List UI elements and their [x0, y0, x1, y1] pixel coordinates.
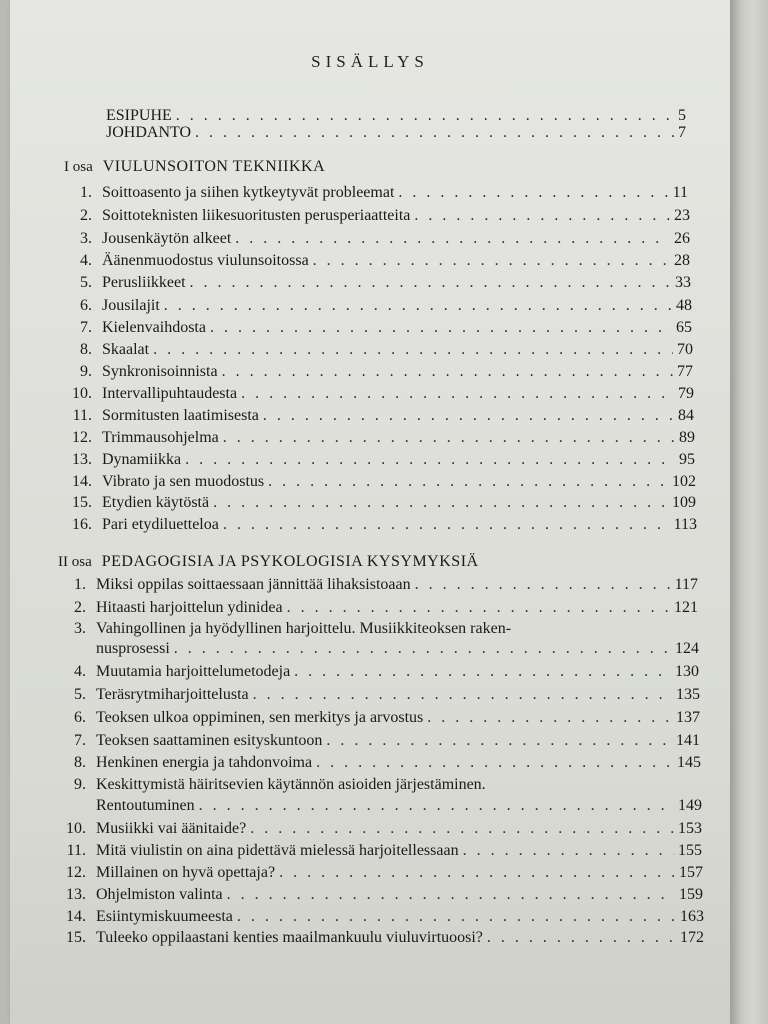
leader-dots [263, 407, 674, 425]
toc-entry [58, 473, 696, 491]
toc-entry [58, 385, 694, 403]
leader-dots [463, 842, 674, 860]
toc-entry [52, 732, 700, 750]
entry-title: Äänenmuodostus viulunsoitossa [102, 252, 309, 269]
toc-entry [52, 929, 704, 947]
entry-page: 172 [680, 929, 704, 946]
toc-entry [58, 207, 690, 225]
toc-entry-esipuhe [106, 107, 686, 125]
entry-title: JOHDANTO [106, 124, 192, 141]
entry-page: 7 [678, 124, 686, 141]
leader-dots [223, 429, 675, 447]
toc-entry [52, 663, 699, 681]
toc-entry-continuation [52, 797, 702, 815]
entry-title: Teräsrytmiharjoittelusta [96, 686, 249, 703]
part-title: VIULUNSOITON TEKNIIKKA [102, 158, 326, 175]
toc-entry [58, 230, 690, 248]
entry-title: Etydien käytöstä [102, 494, 210, 511]
entry-title: Hitaasti harjoittelun ydinidea [96, 599, 283, 616]
toc-entry [52, 842, 702, 860]
toc-entry [52, 599, 698, 617]
leader-dots [294, 663, 671, 681]
entry-title: Esiintymiskuumeesta [96, 908, 233, 925]
entry-title: Perusliikkeet [102, 274, 186, 291]
entry-page: 121 [674, 599, 698, 616]
entry-page: 33 [675, 274, 691, 291]
entry-title: Pari etydiluetteloa [102, 516, 219, 533]
toc-entry [52, 709, 700, 727]
entry-page: 84 [678, 407, 694, 424]
part-heading-1 [64, 158, 325, 176]
entry-number: 8. [80, 341, 92, 358]
part-label: I osa [64, 159, 93, 175]
entry-page: 28 [674, 252, 690, 269]
entry-title: Soittoasento ja siihen kytkeytyvät probleemat [102, 184, 395, 201]
entry-title: Miksi oppilas soittaessaan jännittää lihaksistoaan [96, 576, 411, 593]
leader-dots [199, 797, 674, 815]
entry-page: 135 [676, 686, 700, 703]
part-label: II osa [58, 554, 92, 570]
entry-number: 11. [72, 407, 92, 424]
entry-number: 7. [74, 732, 86, 749]
toc-entry [52, 864, 703, 882]
toc-entry [58, 184, 688, 202]
entry-page: 109 [672, 494, 696, 511]
leader-dots [190, 274, 671, 292]
leader-dots [210, 319, 672, 337]
entry-page: 153 [678, 820, 702, 837]
toc-entry [58, 494, 696, 512]
leader-dots [253, 686, 672, 704]
leader-dots [313, 252, 670, 270]
toc-entry [58, 451, 695, 469]
entry-title: Dynamiikka [102, 451, 182, 468]
leader-dots [241, 385, 674, 403]
leader-dots [227, 886, 675, 904]
entry-title: Mitä viulistin on aina pidettävä mielessä harjoitellessaan [96, 842, 459, 859]
entry-page: 157 [679, 864, 703, 881]
entry-title: Ohjelmiston valinta [96, 886, 223, 903]
entry-title: Jousilajit [102, 297, 160, 314]
entry-number: 5. [80, 274, 92, 291]
leader-dots [213, 494, 668, 512]
leader-dots [268, 473, 668, 491]
entry-number: 9. [74, 776, 86, 793]
toc-entry [58, 363, 693, 381]
entry-page: 141 [676, 732, 700, 749]
leader-dots [235, 230, 670, 248]
leader-dots [185, 451, 675, 469]
leader-dots [223, 516, 670, 534]
leader-dots [176, 107, 674, 125]
entry-title: Muutamia harjoittelumetodeja [96, 663, 291, 680]
leader-dots [195, 124, 674, 142]
entry-page: 117 [674, 576, 698, 593]
entry-number: 14. [66, 908, 86, 925]
leader-dots [326, 732, 672, 750]
toc-entry [58, 319, 692, 337]
entry-number: 3. [80, 230, 92, 247]
entry-number: 15. [72, 494, 92, 511]
entry-page: 155 [678, 842, 702, 859]
leader-dots [174, 640, 671, 658]
entry-title-continuation: Rentoutuminen [96, 797, 195, 814]
toc-entry [58, 297, 692, 315]
entry-page: 163 [680, 908, 704, 925]
leader-dots [398, 184, 668, 202]
toc-entry-continuation [52, 640, 699, 658]
entry-page: 89 [679, 429, 695, 446]
entry-number: 4. [80, 252, 92, 269]
entry-page: 65 [676, 319, 692, 336]
toc-entry [52, 620, 698, 638]
entry-title: Skaalat [102, 341, 150, 358]
entry-number: 9. [80, 363, 92, 380]
leader-dots [279, 864, 675, 882]
entry-title-continuation: nusprosessi [96, 640, 170, 657]
entry-title: Teoksen saattaminen esityskuntoon [96, 732, 323, 749]
entry-page: 5 [678, 107, 686, 124]
entry-title: Vahingollinen ja hyödyllinen harjoittelu. Musiikkiteoksen raken- [96, 620, 512, 637]
toc-entry-johdanto [106, 124, 686, 142]
entry-number: 5. [74, 686, 86, 703]
entry-title: Trimmausohjelma [102, 429, 219, 446]
toc-entry [52, 754, 701, 772]
entry-title: ESIPUHE [106, 107, 172, 124]
entry-title: Vibrato ja sen muodostus [102, 473, 265, 490]
entry-page: 79 [678, 385, 694, 402]
leader-dots [316, 754, 673, 772]
entry-number: 12. [72, 429, 92, 446]
entry-number: 8. [74, 754, 86, 771]
toc-entry [58, 252, 690, 270]
entry-number: 3. [74, 620, 86, 637]
entry-title: Musiikki vai äänitaide? [96, 820, 247, 837]
entry-page: 102 [672, 473, 696, 490]
entry-title: Synkronisoinnista [102, 363, 218, 380]
entry-title: Soittoteknisten liikesuoritusten perusperiaatteita [102, 207, 411, 224]
toc-entry [52, 886, 703, 904]
entry-page: 23 [674, 207, 690, 224]
entry-number: 10. [72, 385, 92, 402]
entry-number: 11. [66, 842, 86, 859]
leader-dots [250, 820, 674, 838]
entry-number: 1. [74, 576, 86, 593]
leader-dots [237, 908, 676, 926]
entry-page: 145 [677, 754, 701, 771]
entry-page: 130 [675, 663, 699, 680]
entry-number: 2. [80, 207, 92, 224]
entry-number: 10. [66, 820, 86, 837]
entry-title: Tuleeko oppilaastani kenties maailmankuulu viuluvirtuoosi? [96, 929, 483, 946]
entry-number: 6. [74, 709, 86, 726]
part-title: PEDAGOGISIA JA PSYKOLOGISIA KYSYMYKSIÄ [101, 553, 479, 570]
entry-number: 7. [80, 319, 92, 336]
entry-number: 16. [72, 516, 92, 533]
page-edge [730, 0, 768, 1024]
entry-page: 137 [676, 709, 700, 726]
leader-dots [414, 207, 670, 225]
entry-number: 14. [72, 473, 92, 490]
entry-title: Teoksen ulkoa oppiminen, sen merkitys ja arvostus [96, 709, 424, 726]
toc-entry [58, 274, 691, 292]
part-heading-2 [58, 553, 479, 571]
leader-dots [487, 929, 676, 947]
entry-page: 70 [677, 341, 693, 358]
toc-entry [52, 776, 701, 794]
leader-dots [164, 297, 672, 315]
toc-entry [52, 576, 698, 594]
entry-number: 12. [66, 864, 86, 881]
toc-heading: SISÄLLYS [311, 52, 429, 71]
toc-entry [58, 341, 693, 359]
entry-title: Henkinen energia ja tahdonvoima [96, 754, 313, 771]
entry-number: 4. [74, 663, 86, 680]
entry-page: 11 [672, 184, 688, 201]
toc-entry [58, 429, 695, 447]
toc-entry [52, 686, 700, 704]
entry-title: Keskittymistä häiritsevien käytännön asioiden järjestäminen. [96, 776, 486, 793]
entry-page: 95 [679, 451, 695, 468]
entry-title: Millainen on hyvä opettaja? [96, 864, 276, 881]
leader-dots [427, 709, 672, 727]
leader-dots [287, 599, 670, 617]
entry-title: Intervallipuhtaudesta [102, 385, 238, 402]
toc-entry [58, 516, 697, 534]
entry-number: 6. [80, 297, 92, 314]
entry-title: Jousenkäytön alkeet [102, 230, 232, 247]
leader-dots [415, 576, 671, 594]
entry-number: 13. [66, 886, 86, 903]
entry-title: Sormitusten laatimisesta [102, 407, 259, 424]
toc-entry [52, 820, 702, 838]
leader-dots [222, 363, 673, 381]
entry-page: 159 [679, 886, 703, 903]
entry-number: 13. [72, 451, 92, 468]
entry-page: 48 [676, 297, 692, 314]
leader-dots [153, 341, 673, 359]
entry-page: 124 [675, 640, 699, 657]
toc-entry [52, 908, 704, 926]
entry-page: 26 [674, 230, 690, 247]
entry-title: Kielenvaihdosta [102, 319, 206, 336]
toc-entry [58, 407, 694, 425]
entry-page: 149 [678, 797, 702, 814]
entry-number: 15. [66, 929, 86, 946]
entry-page: 77 [677, 363, 693, 380]
entry-number: 1. [80, 184, 92, 201]
entry-number: 2. [74, 599, 86, 616]
entry-page: 113 [673, 516, 697, 533]
